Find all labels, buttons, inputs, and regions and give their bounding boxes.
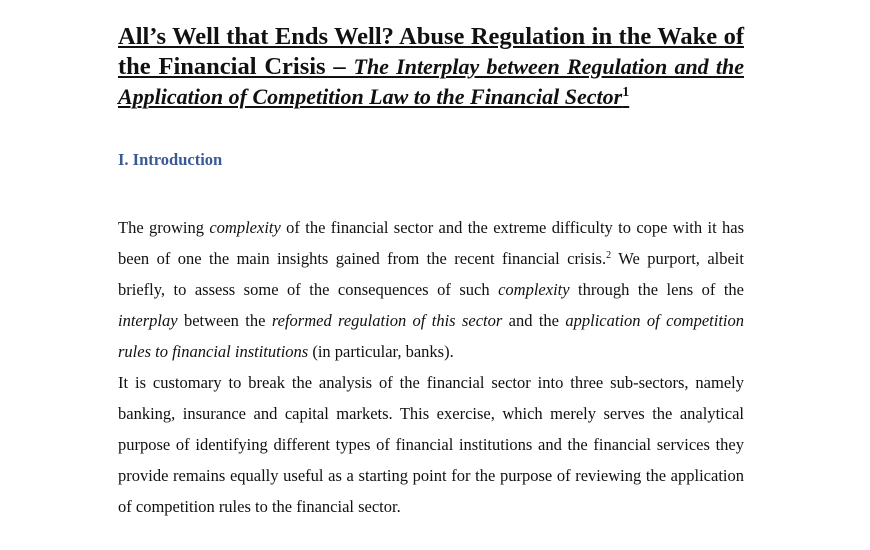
paper-title-subtitle: The Interplay between Regulation and the Application of Competition Law to the Financial Sector [118,54,744,109]
paragraph-1-text: of the financial sector and the extreme difficulty to cope with it has been of one the main insights gained from the recent financial crisis. [118,218,744,268]
paragraph-1-text: and the [502,311,566,330]
paper-page [118,0,744,522]
paper-title-main: All’s Well that Ends Well? Abuse Regulation in the Wake of the Financial Crisis – [118,23,744,80]
paragraph-1-emphasis: complexity [209,218,281,237]
body-text [118,212,744,522]
footnote-marker[interactable]: 2 [606,250,612,261]
paragraph-1-text: between the [177,311,272,330]
paragraph-1-emphasis: interplay [118,311,178,330]
section-heading-introduction: I. Introduction [118,150,223,169]
paragraph-1 [118,212,744,367]
paragraph-1-text: We purport, albeit briefly, to assess some of the consequences of such [118,249,744,299]
paragraph-1-text: The growing [118,218,210,237]
paragraph-1-emphasis: reformed regulation of this sector [271,311,503,330]
title-footnote-marker[interactable]: 1 [622,85,630,100]
paragraph-2: It is customary to break the analysis of the financial sector into three sub-sectors, namely banking, insurance and capital markets. This exercise, which merely serves the analytical purpose of identifying different types of financial institutions and the financial services they provide remains equally useful as a starting point for the purpose of reviewing the application of competition rules to the financial sector. [118,373,744,516]
paragraph-1-emphasis: application of competition rules to financial institutions [118,311,744,361]
paragraph-1-emphasis: complexity [498,280,570,299]
paper-title [118,22,744,112]
paragraph-1-text: through the lens of the [569,280,745,299]
paragraph-1-text: (in particular, banks). [308,342,454,361]
